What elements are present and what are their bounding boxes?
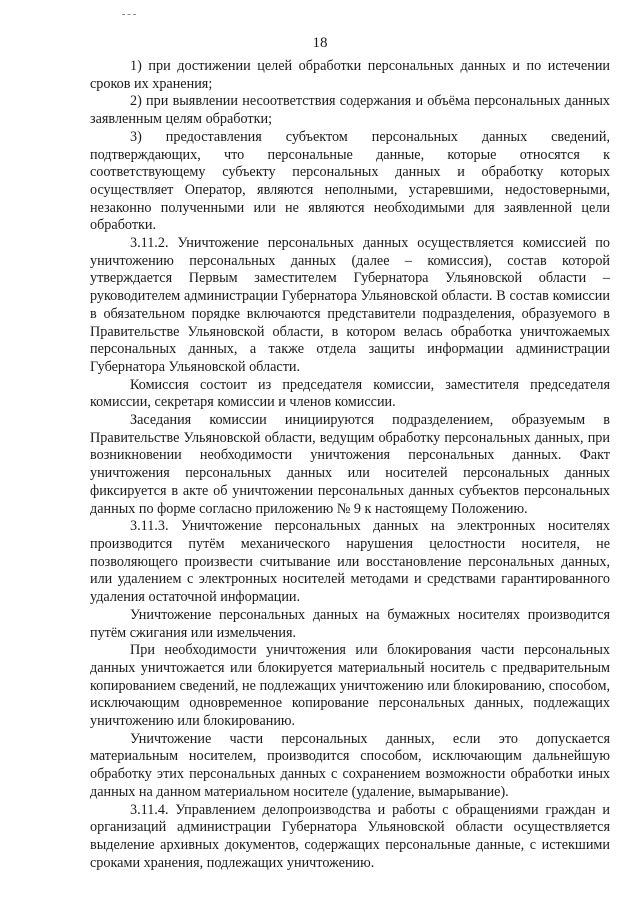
list-item-1: 1) при достижении целей обработки персональных данных и по истечении сроков их хранения; [90,58,610,92]
document-body [90,58,610,872]
paragraph-paper-media: Уничтожение персональных данных на бумажных носителях производится путём сжигания или измельчения. [90,606,610,641]
list-item-3: 3) предоставления субъектом персональных данных сведений, подтверждающих, что персональные данные, которые относятся к соответствующему субъекту персональных данных и обработку которых осуществляет Оператор, являются неполными, устаревшими, недостоверными, незаконно полученными или не являются необходимыми для заявленной цели обработки. [90,128,610,234]
scan-artifact [122,14,136,17]
page-number: 18 [312,35,328,51]
section-3-11-2: 3.11.2. Уничтожение персональных данных осуществляется комиссией по уничтожению персональных данных (далее – комиссия), состав которой утверждается Первым заместителем Губернатора Ульяновской области – руководителем администрации Губернатора Ульяновской области. В состав комиссии в обязательном порядке включаются представители подразделения, образуемого в Правительстве Ульяновской области, в котором велась обработка уничтожаемых персональных данных, а также отдела защиты информации администрации Губернатора Ульяновской области. [90,235,610,375]
paragraph-partial-destruction-media: Уничтожение части персональных данных, если это допускается материальным носителем, производится способом, исключающим дальнейшую обработку этих персональных данных с сохранением возможности обработки иных данных на данном материальном носителе (удаление, вымарывание). [90,730,610,800]
paragraph-partial-destruction: При необходимости уничтожения или блокирования части персональных данных уничтожается или блокируется материальный носитель с предварительным копированием сведений, не подлежащих уничтожению или блокированию, способом, исключающим одновременное копирование персональных данных, подлежащих уничтожению или блокированию. [90,642,610,730]
list-item-2: 2) при выявлении несоответствия содержания и объёма персональных данных заявленным целям обработки; [90,93,610,128]
section-3-11-4: 3.11.4. Управлением делопроизводства и работы с обращениями граждан и организаций администрации Губернатора Ульяновской области осуществляется выделение архивных документов, содержащих персональные данные, с истекшими сроками хранения, подлежащих уничтожению. [90,801,610,871]
section-3-11-3: 3.11.3. Уничтожение персональных данных на электронных носителях производится путём механического нарушения целостности носителя, не позволяющего произвести считывание или восстановление персональных данных, или удалением с электронных носителей методами и средствами гарантированного удаления остаточной информации. [90,518,610,606]
paragraph-commission-composition: Комиссия состоит из председателя комиссии, заместителя председателя комиссии, секретаря комиссии и членов комиссии. [90,376,610,411]
paragraph-commission-meetings: Заседания комиссии инициируются подразделением, образуемым в Правительстве Ульяновской области, ведущим обработку персональных данных, при возникновении необходимости уничтожения персональных данных. Факт уничтожения персональных данных или носителей персональных данных фиксируется в акте об уничтожении персональных данных субъектов персональных данных по форме согласно приложению № 9 к настоящему Положению. [90,412,610,517]
